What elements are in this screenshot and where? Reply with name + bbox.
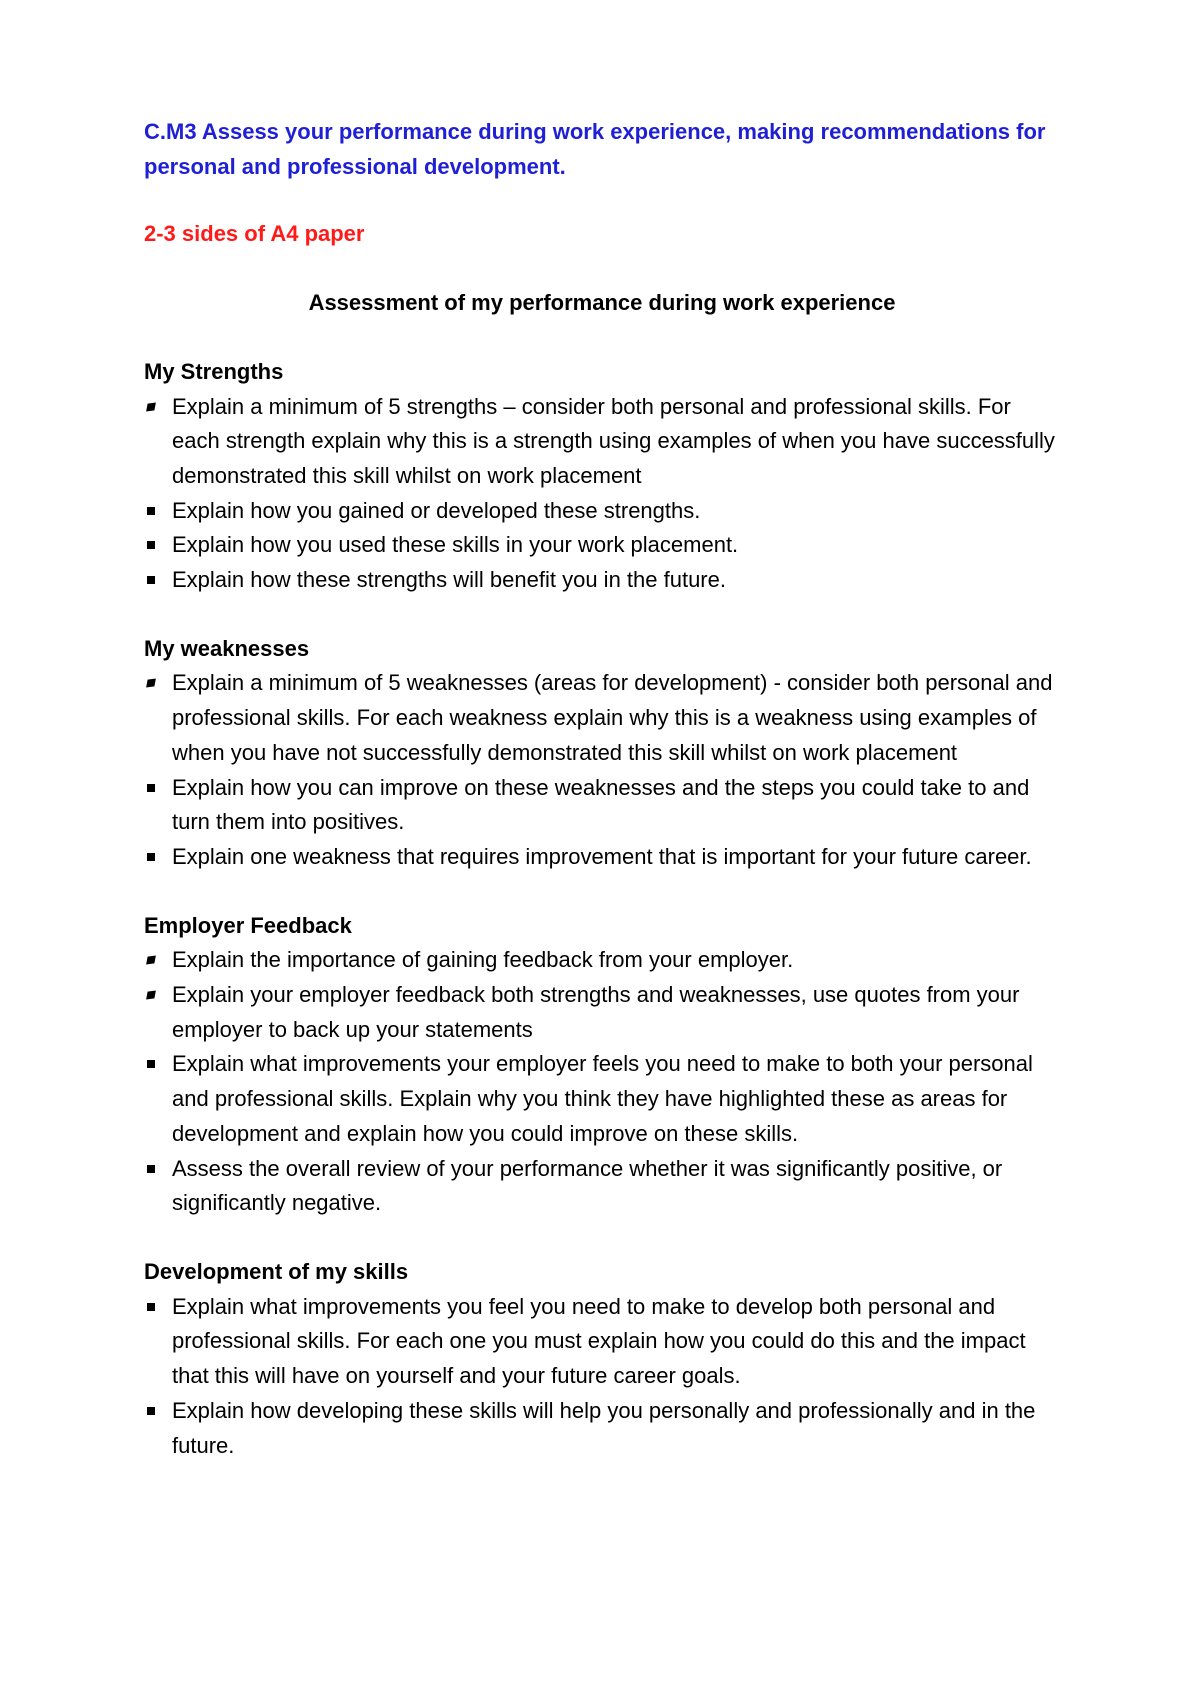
list-item: [144, 494, 1064, 529]
bullet-list: [144, 390, 1064, 598]
list-item-text: Explain how you can improve on these weaknesses and the steps you could take to and turn them into positives.: [172, 774, 1030, 835]
list-item: [144, 1394, 1064, 1463]
bullet-icon: [146, 402, 156, 411]
list-item: [144, 1152, 1064, 1221]
length-note: 2-3 sides of A4 paper: [144, 221, 365, 247]
list-item-text: Explain how you gained or developed these strengths.: [172, 497, 701, 523]
bullet-icon: [146, 679, 156, 688]
list-item-text: Assess the overall review of your performance whether it was significantly positive, or significantly negative.: [172, 1155, 1003, 1216]
bullet-icon: [147, 576, 155, 584]
list-item-text: Explain one weakness that requires improvement that is important for your future career.: [172, 843, 1032, 869]
bullet-icon: [147, 1407, 155, 1415]
section-weaknesses: [144, 632, 1080, 875]
list-item-text: Explain your employer feedback both strengths and weaknesses, use quotes from your employer to back up your statements: [172, 982, 1020, 1042]
list-item-text: Explain how developing these skills will help you personally and professionally and in the future.: [172, 1397, 1036, 1458]
list-item: [144, 943, 1064, 978]
section-heading: My Strengths: [144, 358, 284, 384]
bullet-icon: [147, 541, 155, 549]
list-item: [144, 1047, 1064, 1151]
section-development: [144, 1255, 1080, 1463]
list-item-text: Explain how you used these skills in your work placement.: [172, 532, 739, 558]
document-title: Assessment of my performance during work experience: [308, 290, 896, 316]
bullet-icon: [147, 1060, 155, 1068]
bullet-icon: [146, 956, 156, 965]
bullet-icon: [147, 853, 155, 861]
bullet-icon: [147, 1165, 155, 1173]
list-item-text: Explain what improvements your employer feels you need to make to both your personal and professional skills. Explain why you think they have highlighted these as areas for development and explain how you could improve on these skills.: [172, 1051, 1033, 1146]
list-item: [144, 563, 1064, 598]
section-heading: Development of my skills: [144, 1258, 409, 1284]
list-item-text: Explain the importance of gaining feedback from your employer.: [172, 947, 794, 973]
bullet-icon: [147, 507, 155, 515]
bullet-list: [144, 666, 1064, 874]
bullet-icon: [147, 1303, 155, 1311]
section-employer-feedback: [144, 909, 1080, 1221]
bullet-icon: [147, 784, 155, 792]
list-item: [144, 390, 1064, 494]
list-item-text: Explain how these strengths will benefit you in the future.: [172, 567, 726, 593]
list-item: [144, 771, 1064, 840]
list-item-text: Explain a minimum of 5 strengths – consider both personal and professional skills. For each strength explain why this is a strength using examples of when you have successfully demonstrated this skill whilst on work placement: [172, 393, 1055, 488]
section-heading: My weaknesses: [144, 635, 310, 661]
list-item: [144, 1290, 1064, 1394]
bullet-icon: [146, 991, 156, 1000]
list-item-text: Explain a minimum of 5 weaknesses (areas for development) - consider both personal and professional skills. For each weakness explain why this is a weakness using examples of when you have not successfully demonstrated this skill whilst on work placement: [172, 670, 1053, 765]
list-item: [144, 840, 1064, 875]
list-item-text: Explain what improvements you feel you need to make to develop both personal and professional skills. For each one you must explain how you could do this and the impact that this will have on yourself and your future career goals.: [172, 1293, 1026, 1389]
bullet-list: [144, 943, 1064, 1221]
list-item: [144, 666, 1064, 770]
task-heading: C.M3 Assess your performance during work experience, making recommendations for personal and professional development.: [144, 119, 1046, 179]
bullet-list: [144, 1290, 1064, 1464]
section-heading: Employer Feedback: [144, 912, 352, 938]
section-strengths: [144, 355, 1080, 598]
list-item: [144, 528, 1064, 563]
list-item: [144, 978, 1064, 1047]
